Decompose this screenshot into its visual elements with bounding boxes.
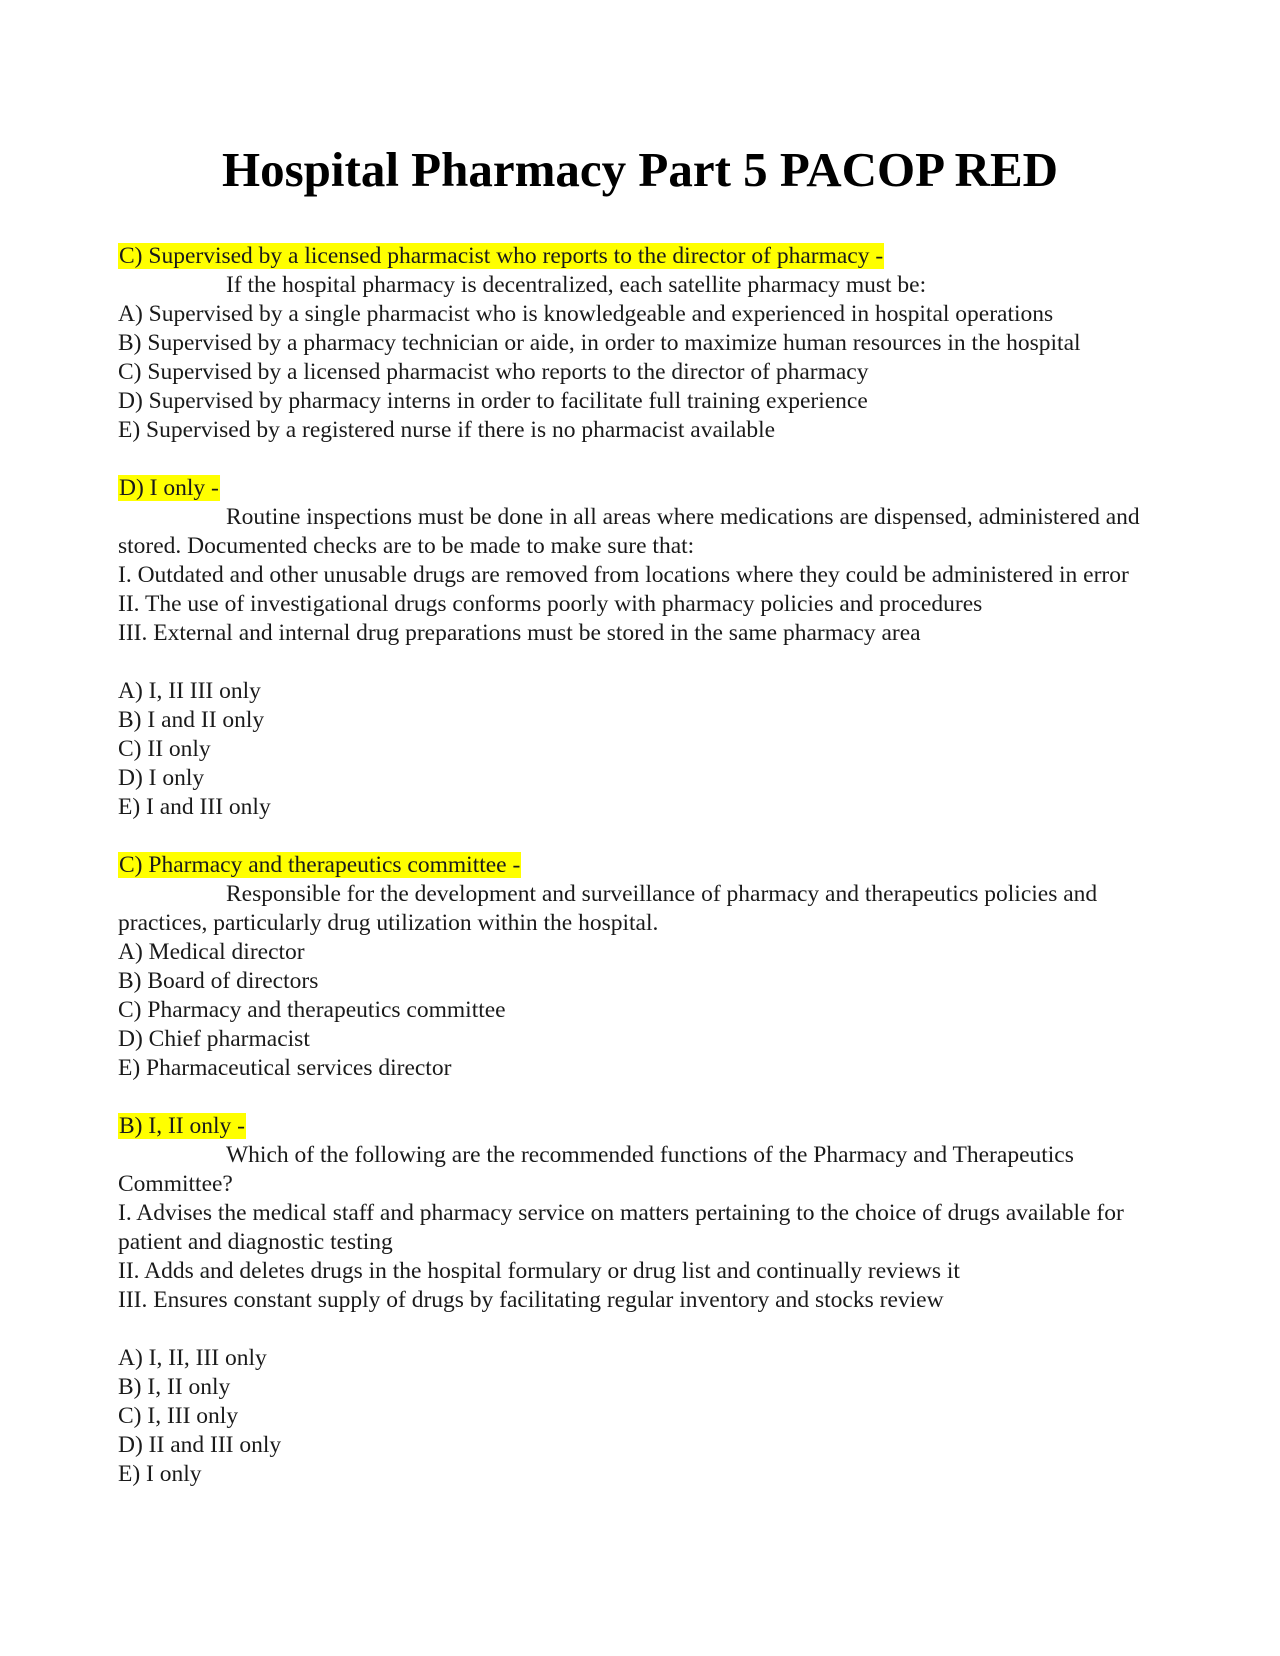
option-b: B) Board of directors: [118, 968, 319, 994]
option-c: C) Supervised by a licensed pharmacist who reports to the director of pharmacy: [118, 359, 869, 385]
option-d: D) Supervised by pharmacy interns in order to facilitate full training experience: [118, 388, 868, 414]
statement-i: I. Outdated and other unusable drugs are removed from locations where they could be administered in error: [118, 562, 1129, 588]
statement-i: I. Advises the medical staff and pharmacy service on matters pertaining to the choice of drugs available for patient and diagnostic testing: [118, 1200, 1124, 1255]
option-a: A) Supervised by a single pharmacist who is knowledgeable and experienced in hospital operations: [118, 301, 1054, 327]
question-block-4: [118, 1112, 1168, 1489]
option-a: A) Medical director: [118, 939, 305, 965]
question-block-2: [118, 474, 1168, 822]
page-title: Hospital Pharmacy Part 5 PACOP RED: [221, 142, 1059, 197]
option-e: E) Supervised by a registered nurse if there is no pharmacist available: [118, 417, 776, 443]
option-b: B) I, II only: [118, 1374, 231, 1400]
answer-options: [118, 1344, 1168, 1489]
statement-iii: III. External and internal drug preparations must be stored in the same pharmacy area: [118, 620, 921, 646]
question-stem: If the hospital pharmacy is decentralized, each satellite pharmacy must be:: [226, 272, 927, 298]
statement-ii: II. Adds and deletes drugs in the hospital formulary or drug list and continually reviews it: [118, 1258, 960, 1284]
option-d: D) Chief pharmacist: [118, 1026, 310, 1052]
option-c: C) II only: [118, 736, 211, 762]
option-c: C) I, III only: [118, 1403, 239, 1429]
answer-options: [118, 677, 1168, 822]
option-d: D) I only: [118, 765, 205, 791]
statement-ii: II. The use of investigational drugs conforms poorly with pharmacy policies and procedures: [118, 591, 983, 617]
option-e: E) I only: [118, 1461, 202, 1487]
statement-list: [118, 561, 1168, 648]
option-e: E) Pharmaceutical services director: [118, 1055, 452, 1081]
question-stem: Which of the following are the recommended functions of the Pharmacy and Therapeutics Committee?: [118, 1142, 1074, 1197]
answer-highlight: C) Pharmacy and therapeutics committee -: [119, 852, 521, 878]
option-a: A) I, II III only: [118, 678, 261, 704]
option-c: C) Pharmacy and therapeutics committee: [118, 997, 506, 1023]
answer-highlight: B) I, II only -: [119, 1113, 245, 1139]
document-body: [118, 242, 1168, 1518]
option-e: E) I and III only: [118, 794, 271, 820]
option-b: B) I and II only: [118, 707, 265, 733]
option-d: D) II and III only: [118, 1432, 282, 1458]
question-block-1: [118, 242, 1168, 445]
option-a: A) I, II, III only: [118, 1345, 267, 1371]
question-stem: Routine inspections must be done in all areas where medications are dispensed, administered and stored. Documented checks are to be made to make sure that:: [118, 504, 1140, 559]
question-stem: Responsible for the development and surveillance of pharmacy and therapeutics policies and practices, particularly drug utilization within the hospital.: [118, 881, 1098, 936]
option-b: B) Supervised by a pharmacy technician or aide, in order to maximize human resources in the hospital: [118, 330, 1081, 356]
statement-iii: III. Ensures constant supply of drugs by facilitating regular inventory and stocks review: [118, 1287, 944, 1313]
statement-list: [118, 1199, 1168, 1315]
answer-highlight: D) I only -: [119, 475, 219, 501]
question-block-3: [118, 851, 1168, 1083]
answer-options: [118, 938, 1168, 1083]
answer-options: [118, 300, 1168, 445]
answer-highlight: C) Supervised by a licensed pharmacist who reports to the director of pharmacy -: [119, 243, 884, 269]
